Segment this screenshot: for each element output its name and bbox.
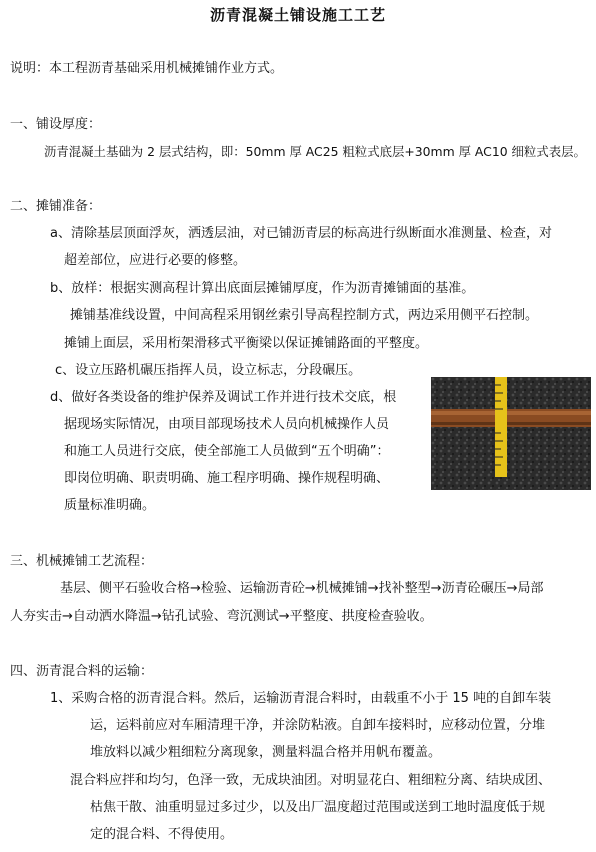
section-4-item-1-line-2: 运，运料前应对车厢清理干净，并涂防粘液。自卸车接料时，应移动位置，分堆 bbox=[90, 718, 546, 733]
section-2-item-b-line-3: 摊铺上面层，采用桁架滑移式平衡梁以保证摊铺路面的平整度。 bbox=[64, 336, 429, 351]
section-2-item-a-line-2: 超差部位，应进行必要的修整。 bbox=[64, 253, 247, 268]
section-1-body: 沥青混凝土基础为 2 层式结构，即：50mm 厚 AC25 粗粒式底层+30mm 厚 AC10 细粒式表层。 bbox=[44, 144, 586, 159]
measuring-tape bbox=[495, 377, 507, 477]
section-2-item-d-line-4: 即岗位明确、职责明确、施工程序明确、操作规程明确、 bbox=[64, 471, 390, 486]
photo-illustration bbox=[431, 377, 591, 490]
section-2-item-d-line-3: 和施工人员进行交底，使全部施工人员做到“五个明确”： bbox=[64, 444, 390, 459]
section-2-item-d-line-1: d、做好各类设备的维护保养及调试工作并进行技术交底，根 bbox=[50, 390, 397, 405]
section-4-item-1-line-1: 1、采购合格的沥青混合料。然后，运输沥青混合料时，由载重不小于 15 吨的自卸车装 bbox=[50, 691, 552, 706]
section-4-mix-line-3: 定的混合料、不得使用。 bbox=[90, 827, 234, 842]
section-4-item-1-line-3: 堆放料以减少粗细粒分离现象，测量料温合格并用帆布覆盖。 bbox=[90, 745, 442, 760]
section-1-heading: 一、铺设厚度： bbox=[10, 117, 102, 132]
section-2-heading: 二、摊铺准备： bbox=[10, 199, 102, 214]
section-2-item-d-line-5: 质量标准明确。 bbox=[64, 498, 156, 513]
section-4-mix-line-1: 混合料应拌和均匀，色泽一致，无成块油团。对明显花白、粗细粒分离、结块成团、 bbox=[70, 773, 552, 788]
section-2-item-d-line-2: 据现场实际情况，由项目部现场技术人员向机械操作人员 bbox=[64, 417, 390, 432]
asphalt-surface bbox=[431, 377, 591, 490]
section-2-item-b-line-2: 摊铺基准线设置，中间高程采用钢丝索引导高程控制方式，两边采用侧平石控制。 bbox=[70, 308, 539, 323]
section-4-mix-line-2: 枯焦干散、油重明显过多过少，以及出厂温度超过范围或送到工地时温度低于规 bbox=[90, 800, 546, 815]
section-2-item-a-line-1: a、清除基层顶面浮灰，洒透层油，对已铺沥青层的标高进行纵断面水准测量、检查，对 bbox=[50, 226, 552, 241]
section-2-item-b-line-1: b、放样：根据实测高程计算出底面层摊铺厚度，作为沥青摊铺面的基准。 bbox=[50, 281, 475, 296]
intro-text: 说明：本工程沥青基础采用机械摊铺作业方式。 bbox=[10, 61, 284, 76]
section-4-heading: 四、沥青混合料的运输： bbox=[10, 664, 154, 679]
asphalt-thickness-photo bbox=[431, 377, 591, 490]
section-3-heading: 三、机械摊铺工艺流程： bbox=[10, 554, 154, 569]
section-3-flow-line-1: 基层、侧平石验收合格→检验、运输沥青砼→机械摊铺→找补整型→沥青砼碾压→局部 bbox=[60, 581, 544, 596]
page-title: 沥青混凝土铺设施工工艺 bbox=[209, 6, 386, 24]
section-3-flow-line-2: 人夯实击→自动洒水降温→钻孔试验、弯沉测试→平整度、拱度检查验收。 bbox=[10, 609, 433, 624]
section-2-item-c: c、设立压路机碾压指挥人员，设立标志，分段碾压。 bbox=[55, 363, 362, 378]
